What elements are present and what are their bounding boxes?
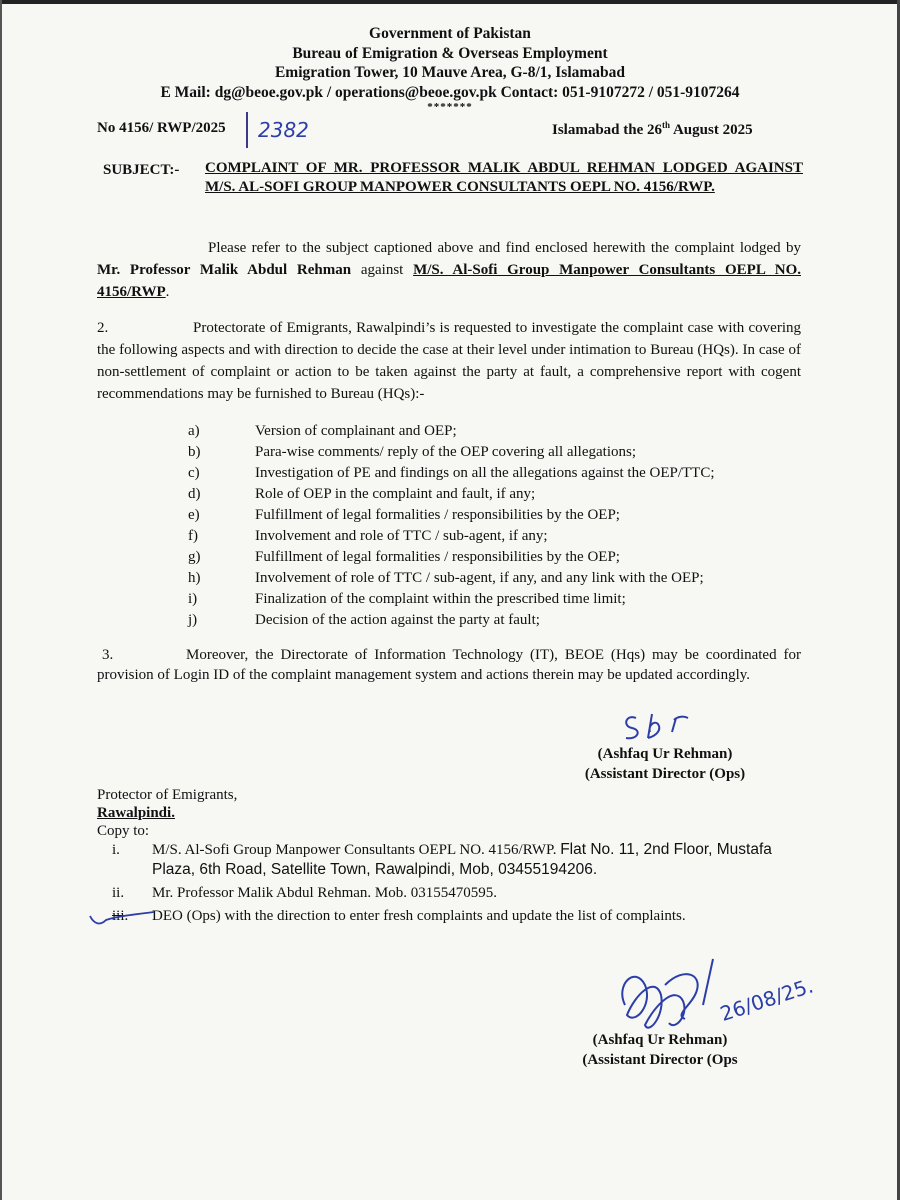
- aspect-item: [188, 610, 715, 631]
- aspect-text: Fulfillment of legal formalities / responsibilities by the OEP;: [255, 507, 620, 523]
- copy-item-text: DEO (Ops) with the direction to enter fresh complaints and update the list of complaints.: [152, 908, 686, 924]
- paragraph-2: [97, 317, 801, 405]
- aspect-item: [188, 505, 715, 526]
- para3-text: Moreover, the Directorate of Information Technology (IT), BEOE (Hqs) may be coordinated for provision of Login ID of the complaint management system and actions therein may be updated accordingly.: [97, 647, 801, 683]
- signatory-name: (Ashfaq Ur Rehman): [597, 746, 733, 762]
- handwritten-date: 26/08/25.: [717, 973, 817, 1027]
- aspect-label: b): [188, 444, 201, 460]
- para1-text-e: .: [165, 284, 170, 300]
- scan-edge-left: [0, 0, 2, 1200]
- signature-block-1: [570, 744, 760, 784]
- aspect-text: Involvement and role of TTC / sub-agent, if any;: [255, 528, 548, 544]
- subject-label: SUBJECT:-: [103, 162, 180, 178]
- aspect-item: [188, 484, 715, 505]
- letterhead-line-3: Emigration Tower, 10 Mauve Area, G-8/1, Islamabad: [274, 64, 626, 81]
- aspects-list: [188, 421, 715, 631]
- copy-item-label: i.: [112, 842, 120, 858]
- copy-item-text: M/S. Al-Sofi Group Manpower Consultants OEPL NO. 4156/RWP.: [152, 842, 561, 858]
- paragraph-3: [97, 645, 801, 685]
- aspect-text: Role of OEP in the complaint and fault, if any;: [255, 486, 536, 502]
- aspect-item: [188, 463, 715, 484]
- aspect-label: i): [188, 591, 198, 607]
- handwritten-bar: [246, 112, 248, 148]
- date-prefix: Islamabad the 26: [552, 122, 663, 138]
- date-suffix-sup: th: [662, 120, 671, 130]
- aspect-text: Finalization of the complaint within the prescribed time limit;: [255, 591, 626, 607]
- para1-text-c: against: [351, 262, 414, 278]
- signatory-name-2: (Ashfaq Ur Rehman): [592, 1032, 728, 1048]
- aspect-text: Version of complainant and OEP;: [255, 423, 457, 439]
- copy-item-label: ii.: [112, 885, 125, 901]
- letterhead: [0, 24, 900, 112]
- handwritten-dispatch-number: 2382: [258, 118, 309, 142]
- aspect-text: Involvement of role of TTC / sub-agent, if any, and any link with the OEP;: [255, 570, 704, 586]
- signature-block-2: [560, 1030, 760, 1070]
- copy-item-address: Flat No. 11, 2nd Floor, Mustafa Plaza, 6th Road, Satellite Town, Rawalpindi, Mob, 03455194206.: [152, 841, 772, 878]
- aspect-label: a): [188, 423, 200, 439]
- copy-item: [112, 840, 812, 880]
- aspect-label: f): [188, 528, 198, 544]
- aspect-text: Decision of the action against the party at fault;: [255, 612, 540, 628]
- paragraph-1: [97, 237, 801, 303]
- aspect-text: Para-wise comments/ reply of the OEP covering all allegations;: [255, 444, 637, 460]
- letterhead-separator: *******: [427, 101, 473, 113]
- aspect-text: Fulfillment of legal formalities / responsibilities by the OEP;: [255, 549, 620, 565]
- addressee-line-1: Protector of Emigrants,: [97, 787, 238, 803]
- aspect-label: e): [188, 507, 200, 523]
- aspect-label: g): [188, 549, 201, 565]
- aspect-item: [188, 589, 715, 610]
- aspect-label: c): [188, 465, 200, 481]
- handwritten-tick-icon: [88, 908, 158, 928]
- copy-to-list: [112, 840, 812, 929]
- copy-item: [112, 883, 812, 903]
- signatory-title: (Assistant Director (Ops): [584, 766, 746, 782]
- para2-number: 2.: [97, 320, 109, 336]
- para3-number: 3.: [102, 647, 114, 663]
- addressee-city: Rawalpindi.: [97, 805, 175, 821]
- aspect-item: [188, 526, 715, 547]
- letterhead-contact: E Mail: dg@beoe.gov.pk / operations@beoe.gov.pk Contact: 051-9107272 / 051-9107264: [160, 83, 740, 101]
- aspect-label: j): [188, 612, 198, 628]
- aspect-label: d): [188, 486, 201, 502]
- aspect-item: [188, 442, 715, 463]
- signature-sd-scribble: [618, 706, 708, 746]
- letterhead-line-2: Bureau of Emigration & Overseas Employment: [292, 44, 608, 62]
- scan-edge-top: [0, 0, 900, 4]
- addressee-block: [97, 786, 237, 840]
- complainant-name: Mr. Professor Malik Abdul Rehman: [97, 262, 352, 278]
- date-month-year: August 2025: [670, 122, 753, 138]
- aspect-item: [188, 568, 715, 589]
- copy-item-text: Mr. Professor Malik Abdul Rehman. Mob. 03155470595.: [152, 885, 497, 901]
- para1-text-a: Please refer to the subject captioned above and find enclosed herewith the complaint lodged by: [208, 240, 801, 256]
- oep-name: M/S. Al-Sofi Group Manpower Consultants OEPL NO. 4156/RWP: [97, 262, 801, 300]
- para2-text: Protectorate of Emigrants, Rawalpindi’s is requested to investigate the complaint case with covering the following aspects and with direction to decide the case at their level under intimation to Bureau (HQs). In case of non-settlement of complaint or action to be taken against the party at fault, a comprehensive report with cogent recommendations may be furnished to Bureau (HQs):-: [97, 320, 801, 402]
- subject-text: COMPLAINT OF MR. PROFESSOR MALIK ABDUL REHMAN LODGED AGAINST M/S. AL-SOFI GROUP MANPOWER CONSULTANTS OEPL NO. 4156/RWP.: [205, 160, 803, 195]
- copy-item: [112, 906, 812, 926]
- aspect-label: h): [188, 570, 201, 586]
- signatory-title-2: (Assistant Director (Ops: [582, 1052, 738, 1068]
- copy-to-label: Copy to:: [97, 823, 150, 839]
- aspect-item: [188, 547, 715, 568]
- letterhead-line-1: Government of Pakistan: [369, 25, 531, 42]
- reference-number: No 4156/ RWP/2025: [97, 120, 226, 136]
- copy-item-label: iii.: [112, 908, 129, 924]
- aspect-text: Investigation of PE and findings on all the allegations against the OEP/TTC;: [255, 465, 715, 481]
- letter-date: [552, 120, 753, 139]
- aspect-item: [188, 421, 715, 442]
